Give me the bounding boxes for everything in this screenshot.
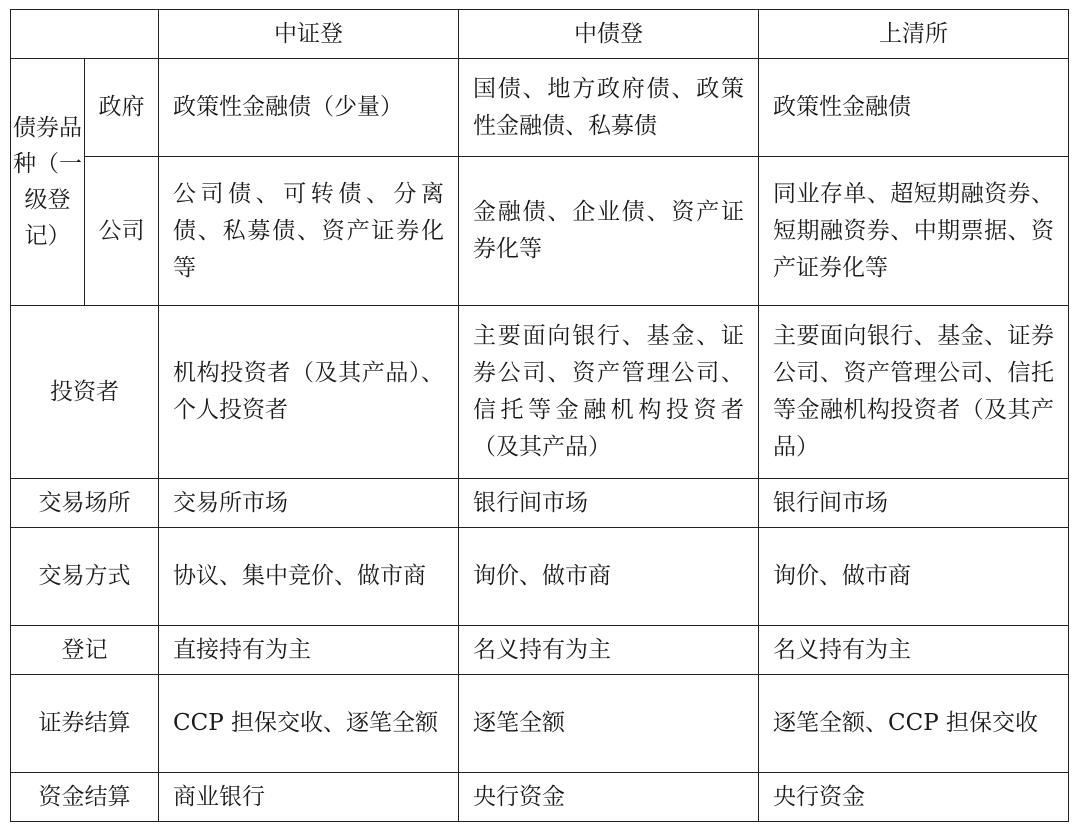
cash-settlement-ccdc-cell: 央行资金 bbox=[459, 773, 759, 822]
securities-settlement-shclearing-cell: 逐笔全额、CCP 担保交收 bbox=[759, 675, 1069, 773]
registration-csdc-cell: 直接持有为主 bbox=[159, 626, 459, 675]
header-row bbox=[11, 10, 1069, 59]
registration-shclearing-cell: 名义持有为主 bbox=[759, 626, 1069, 675]
corp-shclearing-cell: 同业存单、超短期融资券、短期融资券、中期票据、资产证券化等 bbox=[759, 157, 1069, 306]
cash-settlement-label: 资金结算 bbox=[11, 773, 159, 822]
corp-ccdc-cell: 金融债、企业债、资产证券化等 bbox=[459, 157, 759, 306]
venue-row bbox=[11, 479, 1069, 528]
method-csdc-cell: 协议、集中竞价、做市商 bbox=[159, 528, 459, 626]
gov-label: 政府 bbox=[85, 59, 159, 157]
bond-type-gov-row bbox=[11, 59, 1069, 157]
investors-shclearing-cell: 主要面向银行、基金、证券公司、资产管理公司、信托等金融机构投资者（及其产品） bbox=[759, 306, 1069, 479]
venue-csdc-cell: 交易所市场 bbox=[159, 479, 459, 528]
investors-label: 投资者 bbox=[11, 306, 159, 479]
registration-row bbox=[11, 626, 1069, 675]
header-shclearing: 上清所 bbox=[759, 10, 1069, 59]
method-ccdc-cell: 询价、做市商 bbox=[459, 528, 759, 626]
header-csdc: 中证登 bbox=[159, 10, 459, 59]
comparison-table bbox=[10, 9, 1069, 822]
securities-settlement-csdc-cell: CCP 担保交收、逐笔全额 bbox=[159, 675, 459, 773]
venue-label: 交易场所 bbox=[11, 479, 159, 528]
gov-csdc-cell: 政策性金融债（少量） bbox=[159, 59, 459, 157]
bond-type-corp-row bbox=[11, 157, 1069, 306]
venue-ccdc-cell: 银行间市场 bbox=[459, 479, 759, 528]
securities-settlement-row bbox=[11, 675, 1069, 773]
header-corner-cell bbox=[11, 10, 159, 59]
registration-label: 登记 bbox=[11, 626, 159, 675]
securities-settlement-label: 证券结算 bbox=[11, 675, 159, 773]
method-label: 交易方式 bbox=[11, 528, 159, 626]
securities-settlement-ccdc-cell: 逐笔全额 bbox=[459, 675, 759, 773]
bond-type-label: 债券品种（一级登记） bbox=[11, 59, 85, 306]
corp-csdc-cell: 公司债、可转债、分离债、私募债、资产证券化等 bbox=[159, 157, 459, 306]
corp-label: 公司 bbox=[85, 157, 159, 306]
gov-shclearing-cell: 政策性金融债 bbox=[759, 59, 1069, 157]
investors-ccdc-cell: 主要面向银行、基金、证券公司、资产管理公司、信托等金融机构投资者（及其产品） bbox=[459, 306, 759, 479]
investors-csdc-cell: 机构投资者（及其产品）、个人投资者 bbox=[159, 306, 459, 479]
investors-row bbox=[11, 306, 1069, 479]
header-ccdc: 中债登 bbox=[459, 10, 759, 59]
gov-ccdc-cell: 国债、地方政府债、政策性金融债、私募债 bbox=[459, 59, 759, 157]
cash-settlement-row bbox=[11, 773, 1069, 822]
venue-shclearing-cell: 银行间市场 bbox=[759, 479, 1069, 528]
method-row bbox=[11, 528, 1069, 626]
registration-ccdc-cell: 名义持有为主 bbox=[459, 626, 759, 675]
cash-settlement-shclearing-cell: 央行资金 bbox=[759, 773, 1069, 822]
method-shclearing-cell: 询价、做市商 bbox=[759, 528, 1069, 626]
cash-settlement-csdc-cell: 商业银行 bbox=[159, 773, 459, 822]
